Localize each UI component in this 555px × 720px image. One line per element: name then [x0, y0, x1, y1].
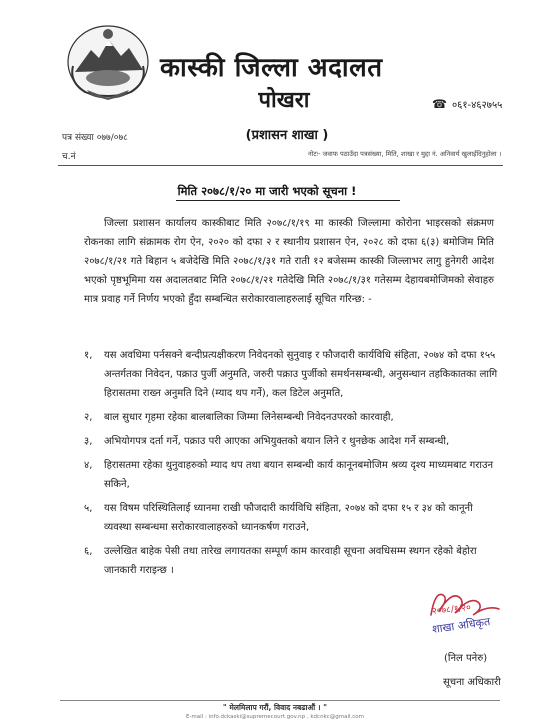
- item-number: ३,: [84, 436, 93, 447]
- item-number: ६,: [84, 546, 93, 557]
- item-number: २,: [84, 412, 93, 423]
- signature-date: २०७८/१/२०: [431, 602, 472, 617]
- item-text: उल्लेखित बाहेक पेसी तथा तारेख लगायतका सम्पूर्ण काम कारवाही सूचना अवधिसम्म स्थगन रहेको बेहोरा जानकारी गराइन्छ ।: [104, 546, 477, 576]
- dispatch-number: च.नं: [62, 152, 76, 162]
- reference-number: पत्र संख्या ०७७/०७८: [62, 133, 128, 143]
- item-text: यस विषम परिस्थितिलाई ध्यानमा राखी फौजदारी कार्यविधि संहिता, २०७४ को दफा १५ र ३४ को कानूनी व्यवस्था सम्बन्धमा सरोकारवालाहरुको ध्यानकर्षण गराउने,: [104, 503, 473, 533]
- notice-intro: जिल्ला प्रशासन कार्यालय कास्कीबाट मिति २०७८/१/१९ मा कास्की जिल्लामा कोरोना भाइरसको संक्रमण रोकनका लागि संक्रामक रोग ऐन, २०२० को दफा २ र स्थानीय प्रशासन ऐन, २०२८ को दफा ६(३) बमोजिम मिति २०७८/१/२१ गते बिहान ५ बजेदेखि मिति २०७८/१/३१ गते राती १२ बजेसम्म कास्की जिल्लाभर लागु हुनेगरी आदेश भएको पृष्ठभूमिमा यस अदालतबाट मिति २०७८/१/२१ गतेदेखि मिति २०७८/१/३१ गतेसम्म देहायबमोजिमको सेवाहरु मात्र प्रवाह गर्ने निर्णय भएको हुँदा सम्बन्धित सरोकारवालाहरुलाई सूचित गरिन्छ: -: [84, 218, 494, 305]
- court-name: कास्की जिल्ला अदालत: [160, 53, 383, 83]
- item-number: ५,: [84, 503, 93, 514]
- header-divider: [58, 165, 503, 166]
- list-item: [84, 432, 502, 451]
- list-item: [84, 346, 502, 403]
- phone-number: [432, 97, 502, 111]
- officer-name: (निल पनेरु): [444, 653, 488, 664]
- item-text: हिरासतमा रहेका थुनुवाहरुको म्याद थप तथा बयान सम्बन्धी कार्य कानूनबमोजिम श्रव्य दृश्य माध्यमबाट गराउन सकिने,: [104, 460, 493, 490]
- nepal-emblem-icon: [65, 22, 151, 100]
- court-city: पोखरा: [258, 88, 310, 113]
- footer-motto: " मेलमिलाप गरौं, विवाद नबढाऔं । ": [222, 703, 328, 712]
- item-text: अभियोगपत्र दर्ता गर्ने, पक्राउ परी आएका अभियुक्तको बयान लिने र थुनछेक आदेश गर्ने सम्बन्धी,: [104, 436, 450, 447]
- notice-items: [84, 346, 502, 585]
- item-text: यस अवधिमा पर्नसक्ने बन्दीप्रत्यक्षीकरण निवेदनको सुनुवाइ र फौजदारी कार्यविधि संहिता, २०७४ को दफा १५५ अन्तर्गतका निवेदन, पक्राउ पुर्जी अनुमति, जरुरी पक्राउ पुर्जीको समर्थनसम्बन्धी, अनुसन्धान तहकिकातका लागि हिरासतमा राख्न अनुमति दिने (म्याद थप गर्ने), कल डिटेल अनुमति,: [104, 350, 498, 399]
- list-item: [84, 408, 502, 427]
- telephone-icon: ☎: [432, 97, 447, 111]
- item-text: बाल सुधार गृहमा रहेका बालबालिका जिम्मा लिनेसम्बन्धी निवेदनउपरको कारवाही,: [104, 412, 394, 423]
- title-underline: [176, 200, 400, 201]
- footer-email: E-mail : info.dckaski@supremecourt.gov.np , kdcnkc@gmail.com: [185, 714, 365, 720]
- reply-note: नोटः- जवाफ पठाउँदा पत्रसंख्या, मिति, शाखा र मुद्दा नं. अनिवार्य खुलाईदिनुहोला ।: [308, 150, 502, 158]
- item-number: ४,: [84, 460, 93, 471]
- officer-title: सूचना अधिकारी: [443, 677, 501, 688]
- list-item: [84, 499, 502, 537]
- list-item: [84, 542, 502, 580]
- notice-title: मिति २०७८/१/२० मा जारी भएको सूचना !: [177, 184, 357, 198]
- item-number: १,: [84, 350, 93, 361]
- footer-divider: [60, 700, 500, 701]
- list-item: [84, 456, 502, 494]
- officer-stamp: शाखा अधिकृत: [431, 614, 492, 637]
- section-name: (प्रशासन शाखा ): [245, 128, 329, 143]
- phone-number-text: ०६१-४६२७५५: [451, 100, 503, 111]
